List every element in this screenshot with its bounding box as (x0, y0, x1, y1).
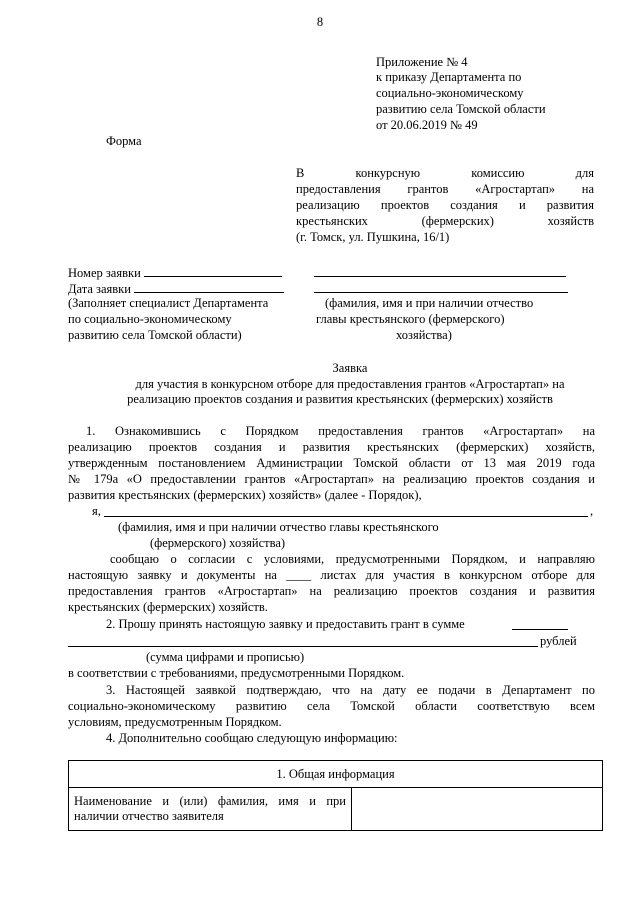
addressee-line: предоставления грантов «Агростартап» на (296, 182, 594, 196)
appendix-line: к приказу Департамента по (376, 70, 522, 84)
table-header-row (69, 761, 603, 788)
applicant-name-label: Наименование и (или) фамилия, имя и при наличии отчество заявителя (69, 788, 352, 831)
comma: , (590, 504, 594, 518)
registry-note-line: развитию села Томской области) (68, 328, 242, 342)
application-title: Заявка (332, 361, 368, 375)
para1-cont-line: крестьянских (фермерских) хозяйств. (68, 600, 268, 614)
general-info-table (68, 760, 603, 831)
grant-sum-words-blank[interactable] (68, 646, 538, 647)
application-date-blank[interactable] (134, 280, 284, 293)
para2-text: 2. Прошу принять настоящую заявку и предоставить грант в сумме (106, 617, 465, 631)
para1-line: реализацию проектов создания и развития крестьянских (фермерских) хозяйств, (68, 440, 595, 454)
application-subtitle-line: реализацию проектов создания и развития крестьянских (фермерских) хозяйств (127, 392, 553, 406)
para1-cont-line: сообщаю о согласии с условиями, предусмотренными Порядком, и направляю (110, 552, 595, 566)
fio-note-line: (фамилия, имя и при наличии отчество (325, 296, 534, 310)
para2-last: в соответствии с требованиями, предусмотренными Порядком. (68, 666, 405, 680)
application-number-field[interactable] (68, 264, 282, 281)
appendix-line: социально-экономическому (376, 86, 524, 100)
registry-note-line: (Заполняет специалист Департамента (68, 296, 269, 310)
ya-label: я, (92, 504, 101, 518)
registry-note-line: по социально-экономическому (68, 312, 232, 326)
para1-cont-line: настоящую заявку и документы на ____ листах для участия в конкурсном отборе для (68, 568, 595, 582)
para1-line: утвержденным постановлением Администрации Томской области от 13 мая 2019 года (68, 456, 595, 470)
para1-line: № 179а «О предоставлении грантов «Агростартап» на реализацию проектов создания и (68, 472, 595, 486)
para1-cont-line: предоставления грантов «Агростартап» на реализацию проектов создания и развития (68, 584, 595, 598)
fio-blank-line[interactable] (314, 276, 566, 277)
sum-note: (сумма цифрами и прописью) (146, 650, 305, 664)
application-date-label: Дата заявки (68, 282, 131, 296)
form-label: Форма (106, 134, 142, 148)
table-row (69, 788, 603, 831)
grant-sum-blank[interactable] (512, 629, 568, 630)
appendix-line: от 20.06.2019 № 49 (376, 118, 478, 132)
application-subtitle-line: для участия в конкурсном отборе для предоставления грантов «Агростартап» на (135, 377, 565, 391)
addressee-line: крестьянских (фермерских) хозяйств (296, 214, 594, 228)
application-date-field[interactable] (68, 280, 284, 297)
addressee-line: реализацию проектов создания и развития (296, 198, 594, 212)
appendix-line: развитию села Томской области (376, 102, 546, 116)
application-number-blank[interactable] (144, 264, 282, 277)
para1-line: развития крестьянских (фермерских) хозяйств» (далее - Порядок), (68, 488, 422, 502)
applicant-name-value[interactable] (352, 788, 603, 831)
para1-line: 1. Ознакомившись с Порядком предоставления грантов «Агростартап» на (86, 424, 595, 438)
page-number: 8 (316, 15, 324, 29)
applicant-fio-note: (фамилия, имя и при наличии отчество главы крестьянского (118, 520, 439, 534)
para3-line: социально-экономическому развитию села Томской области соответствую всем (68, 699, 595, 713)
application-number-label: Номер заявки (68, 266, 141, 280)
applicant-fio-note: (фермерского) хозяйства) (150, 536, 286, 550)
appendix-line: Приложение № 4 (376, 55, 468, 69)
para3-line: 3. Настоящей заявкой подтверждаю, что на дату ее подачи в Департамент по (106, 683, 595, 697)
fio-note-line: главы крестьянского (фермерского) (316, 312, 505, 326)
fio-blank-line[interactable] (314, 292, 568, 293)
para4-text: 4. Дополнительно сообщаю следующую информацию: (106, 731, 398, 745)
addressee-line: В конкурсную комиссию для (296, 166, 594, 180)
para3-line: условиям, предусмотренным Порядком. (68, 715, 282, 729)
rubles-label: рублей (540, 634, 577, 648)
fio-note-line: хозяйства) (396, 328, 452, 342)
addressee-line: (г. Томск, ул. Пушкина, 16/1) (296, 230, 450, 244)
table-header: 1. Общая информация (69, 761, 603, 788)
applicant-fio-blank[interactable] (104, 516, 588, 517)
